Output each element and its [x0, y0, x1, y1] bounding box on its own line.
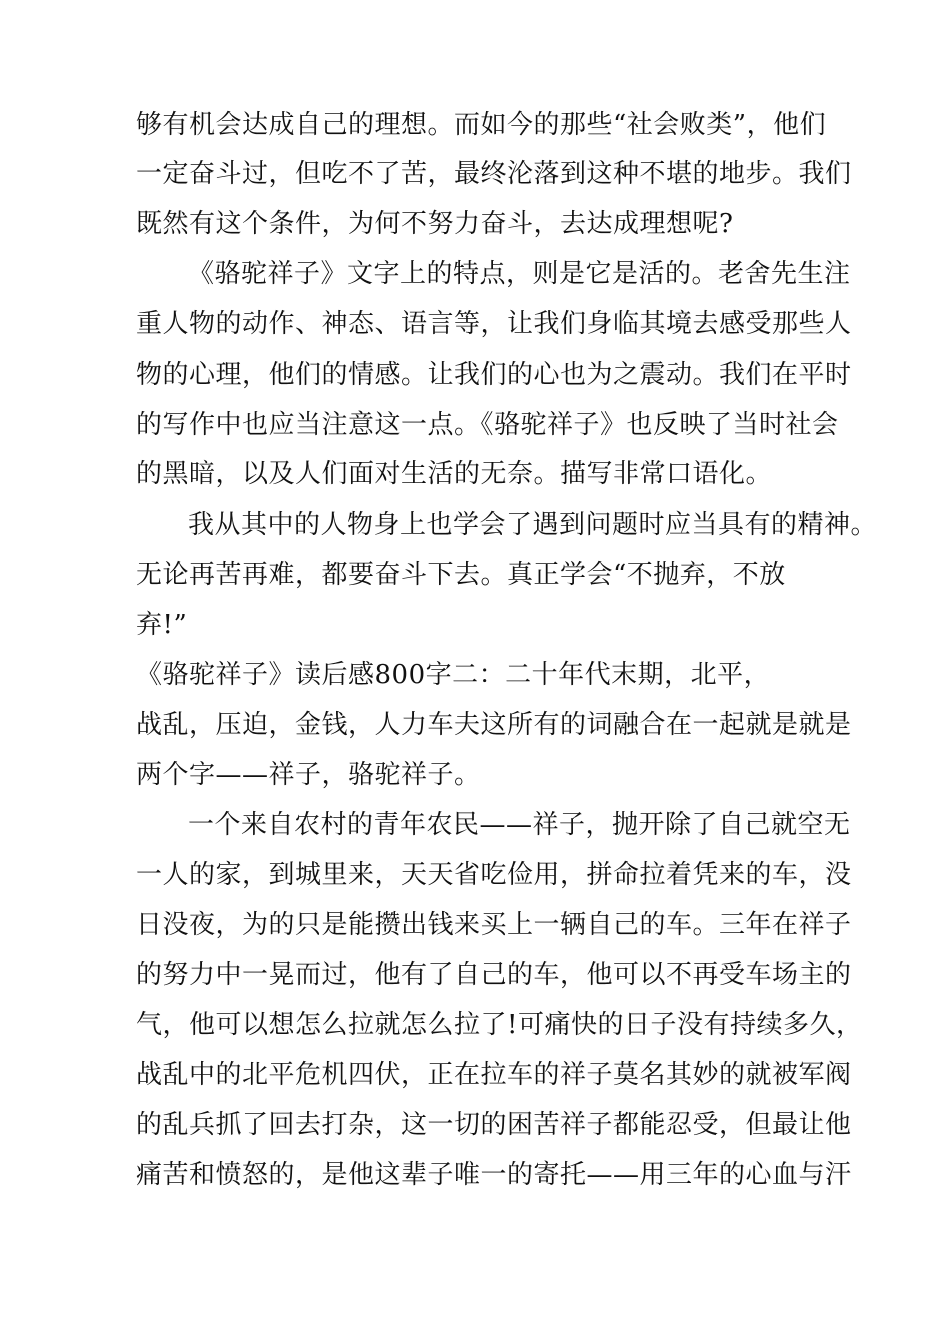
text-line: 两个字——祥子，骆驼祥子。: [136, 760, 481, 790]
text-line: 痛苦和愤怒的，是他这辈子唯一的寄托——用三年的心血与汗: [136, 1160, 852, 1190]
text-line: 气，他可以想怎么拉就怎么拉了!可痛快的日子没有持续多久，: [136, 1010, 863, 1040]
text-line: 弃!”: [136, 610, 188, 640]
text-line: 的乱兵抓了回去打杂，这一切的困苦祥子都能忍受，但最让他: [136, 1110, 852, 1140]
paragraph-first-line: 一个来自农村的青年农民——祥子，抛开除了自己就空无: [188, 810, 851, 840]
paragraph-first-line: 我从其中的人物身上也学会了遇到问题时应当具有的精神。: [188, 510, 878, 540]
section-heading-line: 《骆驼祥子》读后感800字二：二十年代末期，北平，: [136, 660, 771, 690]
paragraph-first-line: 《骆驼祥子》文字上的特点，则是它是活的。老舍先生注: [188, 259, 851, 289]
text-line: 一人的家，到城里来，天天省吃俭用，拼命拉着凭来的车，没: [136, 860, 852, 890]
text-line: 物的心理，他们的情感。让我们的心也为之震动。我们在平时: [136, 360, 852, 390]
text-line: 够有机会达成自己的理想。而如今的那些“社会败类”，他们: [136, 110, 827, 140]
text-line: 既然有这个条件，为何不努力奋斗，去达成理想呢?: [136, 209, 734, 239]
text-line: 重人物的动作、神态、语言等，让我们身临其境去感受那些人: [136, 309, 852, 339]
text-line: 日没夜，为的只是能攒出钱来买上一辆自己的车。三年在祥子: [136, 910, 852, 940]
text-line: 的努力中一晃而过，他有了自己的车，他可以不再受车场主的: [136, 960, 852, 990]
text-line: 的写作中也应当注意这一点。《骆驼祥子》也反映了当时社会: [136, 410, 839, 440]
text-line: 的黑暗，以及人们面对生活的无奈。描写非常口语化。: [136, 459, 773, 489]
text-line: 一定奋斗过，但吃不了苦，最终沦落到这种不堪的地步。我们: [136, 159, 852, 189]
text-line: 战乱中的北平危机四伏，正在拉车的祥子莫名其妙的就被军阀: [136, 1060, 852, 1090]
text-line: 无论再苦再难，都要奋斗下去。真正学会“不抛弃，不放: [136, 560, 786, 590]
text-line: 战乱，压迫，金钱，人力车夫这所有的词融合在一起就是就是: [136, 710, 852, 740]
